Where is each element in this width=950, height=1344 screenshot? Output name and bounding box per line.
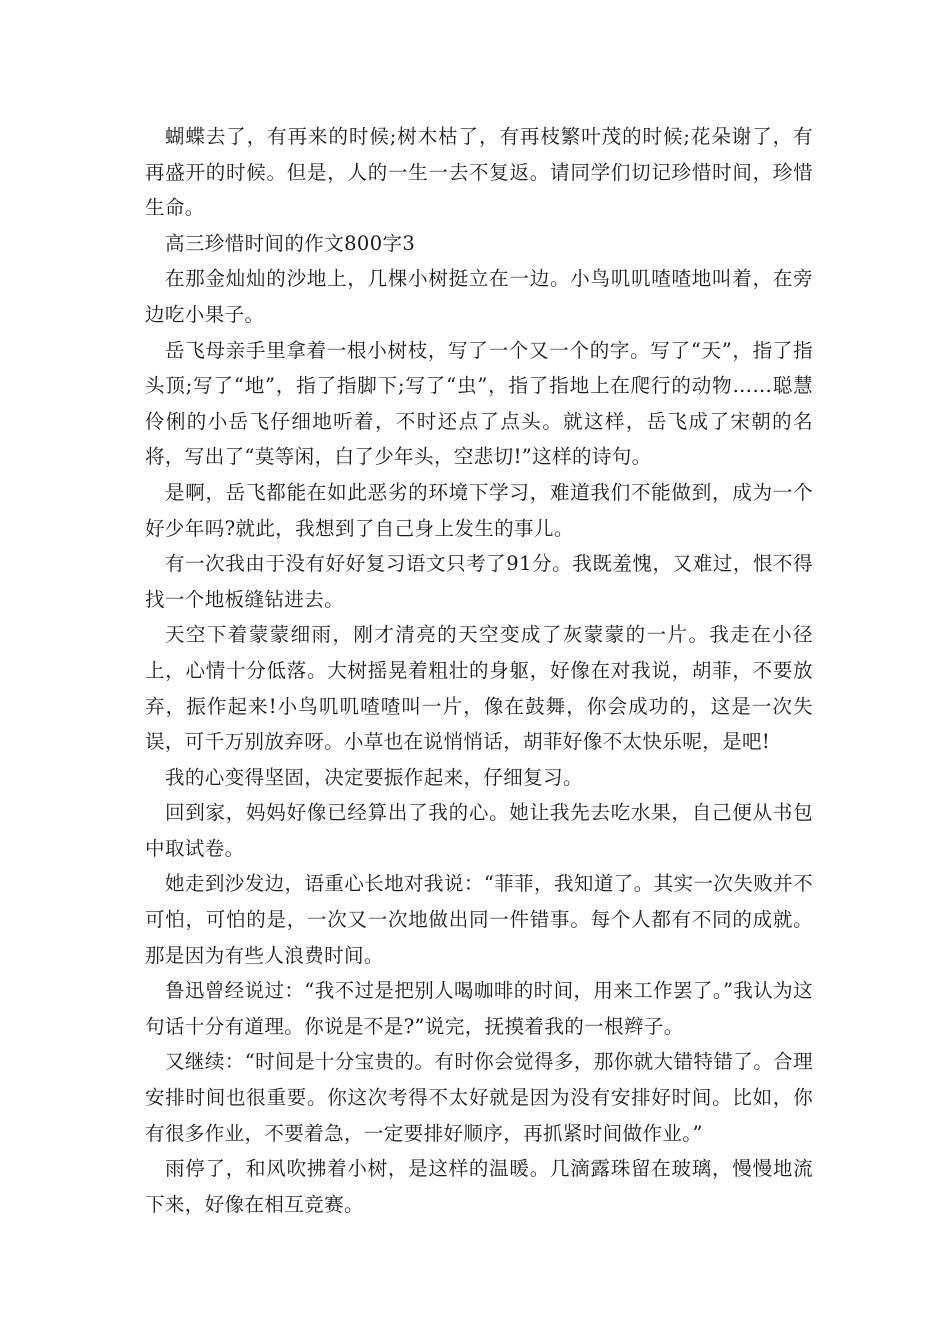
- paragraph-resolve: 我的心变得坚固，决定要振作起来，仔细复习。: [165, 765, 583, 789]
- paragraph-time-advice: 又继续：“时间是十分宝贵的。有时你会觉得多，那你就大错特错了。合理安排时间也很重要。你这次考得不太好就是因为没有安排好时间。比如，你有很多作业，不要着急，一定要排好顺序，再抓紧时间做作业。”: [145, 1050, 813, 1145]
- paragraph-yuefei-mother: 岳飞母亲手里拿着一根小树枝，写了一个又一个的字。写了“天”，指了指头顶;写了“地”，指了指脚下;写了“虫”，指了指地上在爬行的动物……聪慧伶俐的小岳飞仔细地听着，不时还点了点头。就这样，岳飞成了宋朝的名将，写出了“莫等闲，白了少年头，空悲切!”这样的诗句。: [145, 338, 813, 469]
- paragraph-luxun: 鲁迅曾经说过：“我不过是把别人喝咖啡的时间，用来工作罢了。”我认为这句话十分有道理。你说是不是?”说完，抚摸着我的一根辫子。: [145, 979, 813, 1038]
- paragraph-home: 回到家，妈妈好像已经算出了我的心。她让我先去吃水果，自己便从书包中取试卷。: [145, 801, 813, 860]
- paragraph-rain: 天空下着蒙蒙细雨，刚才清亮的天空变成了灰蒙蒙的一片。我走在小径上，心情十分低落。大树摇晃着粗壮的身躯，好像在对我说，胡菲，不要放弃，振作起来!小鸟叽叽喳喳叫一片，像在鼓舞，你会成功的，这是一次失误，可千万别放弃呀。小草也在说悄悄话，胡菲好像不太快乐呢，是吧!: [145, 623, 813, 754]
- paragraph-sand: 在那金灿灿的沙地上，几棵小树挺立在一边。小鸟叽叽喳喳地叫着，在旁边吃小果子。: [145, 267, 813, 326]
- paragraph-rain-stops: 雨停了，和风吹拂着小树，是这样的温暖。几滴露珠留在玻璃，慢慢地流下来，好像在相互竞赛。: [145, 1157, 813, 1216]
- essay-heading: 高三珍惜时间的作文800字3: [165, 231, 416, 255]
- paragraph-exam: 有一次我由于没有好好复习语文只考了91分。我既羞愧，又难过，恨不得找一个地板缝钻进去。: [145, 552, 813, 611]
- paragraph-mother-talk: 她走到沙发边，语重心长地对我说：“菲菲，我知道了。其实一次失败并不可怕，可怕的是，一次又一次地做出同一件错事。每个人都有不同的成就。那是因为有些人浪费时间。: [145, 872, 813, 967]
- paragraph-yuefei-reflection: 是啊，岳飞都能在如此恶劣的环境下学习，难道我们不能做到，成为一个好少年吗?就此，我想到了自己身上发生的事儿。: [145, 480, 813, 540]
- document-body: [145, 119, 813, 1222]
- paragraph-butterfly: 蝴蝶去了，有再来的时候;树木枯了，有再枝繁叶茂的时候;花朵谢了，有再盛开的时候。但是，人的一生一去不复返。请同学们切记珍惜时间，珍惜生命。: [145, 125, 813, 220]
